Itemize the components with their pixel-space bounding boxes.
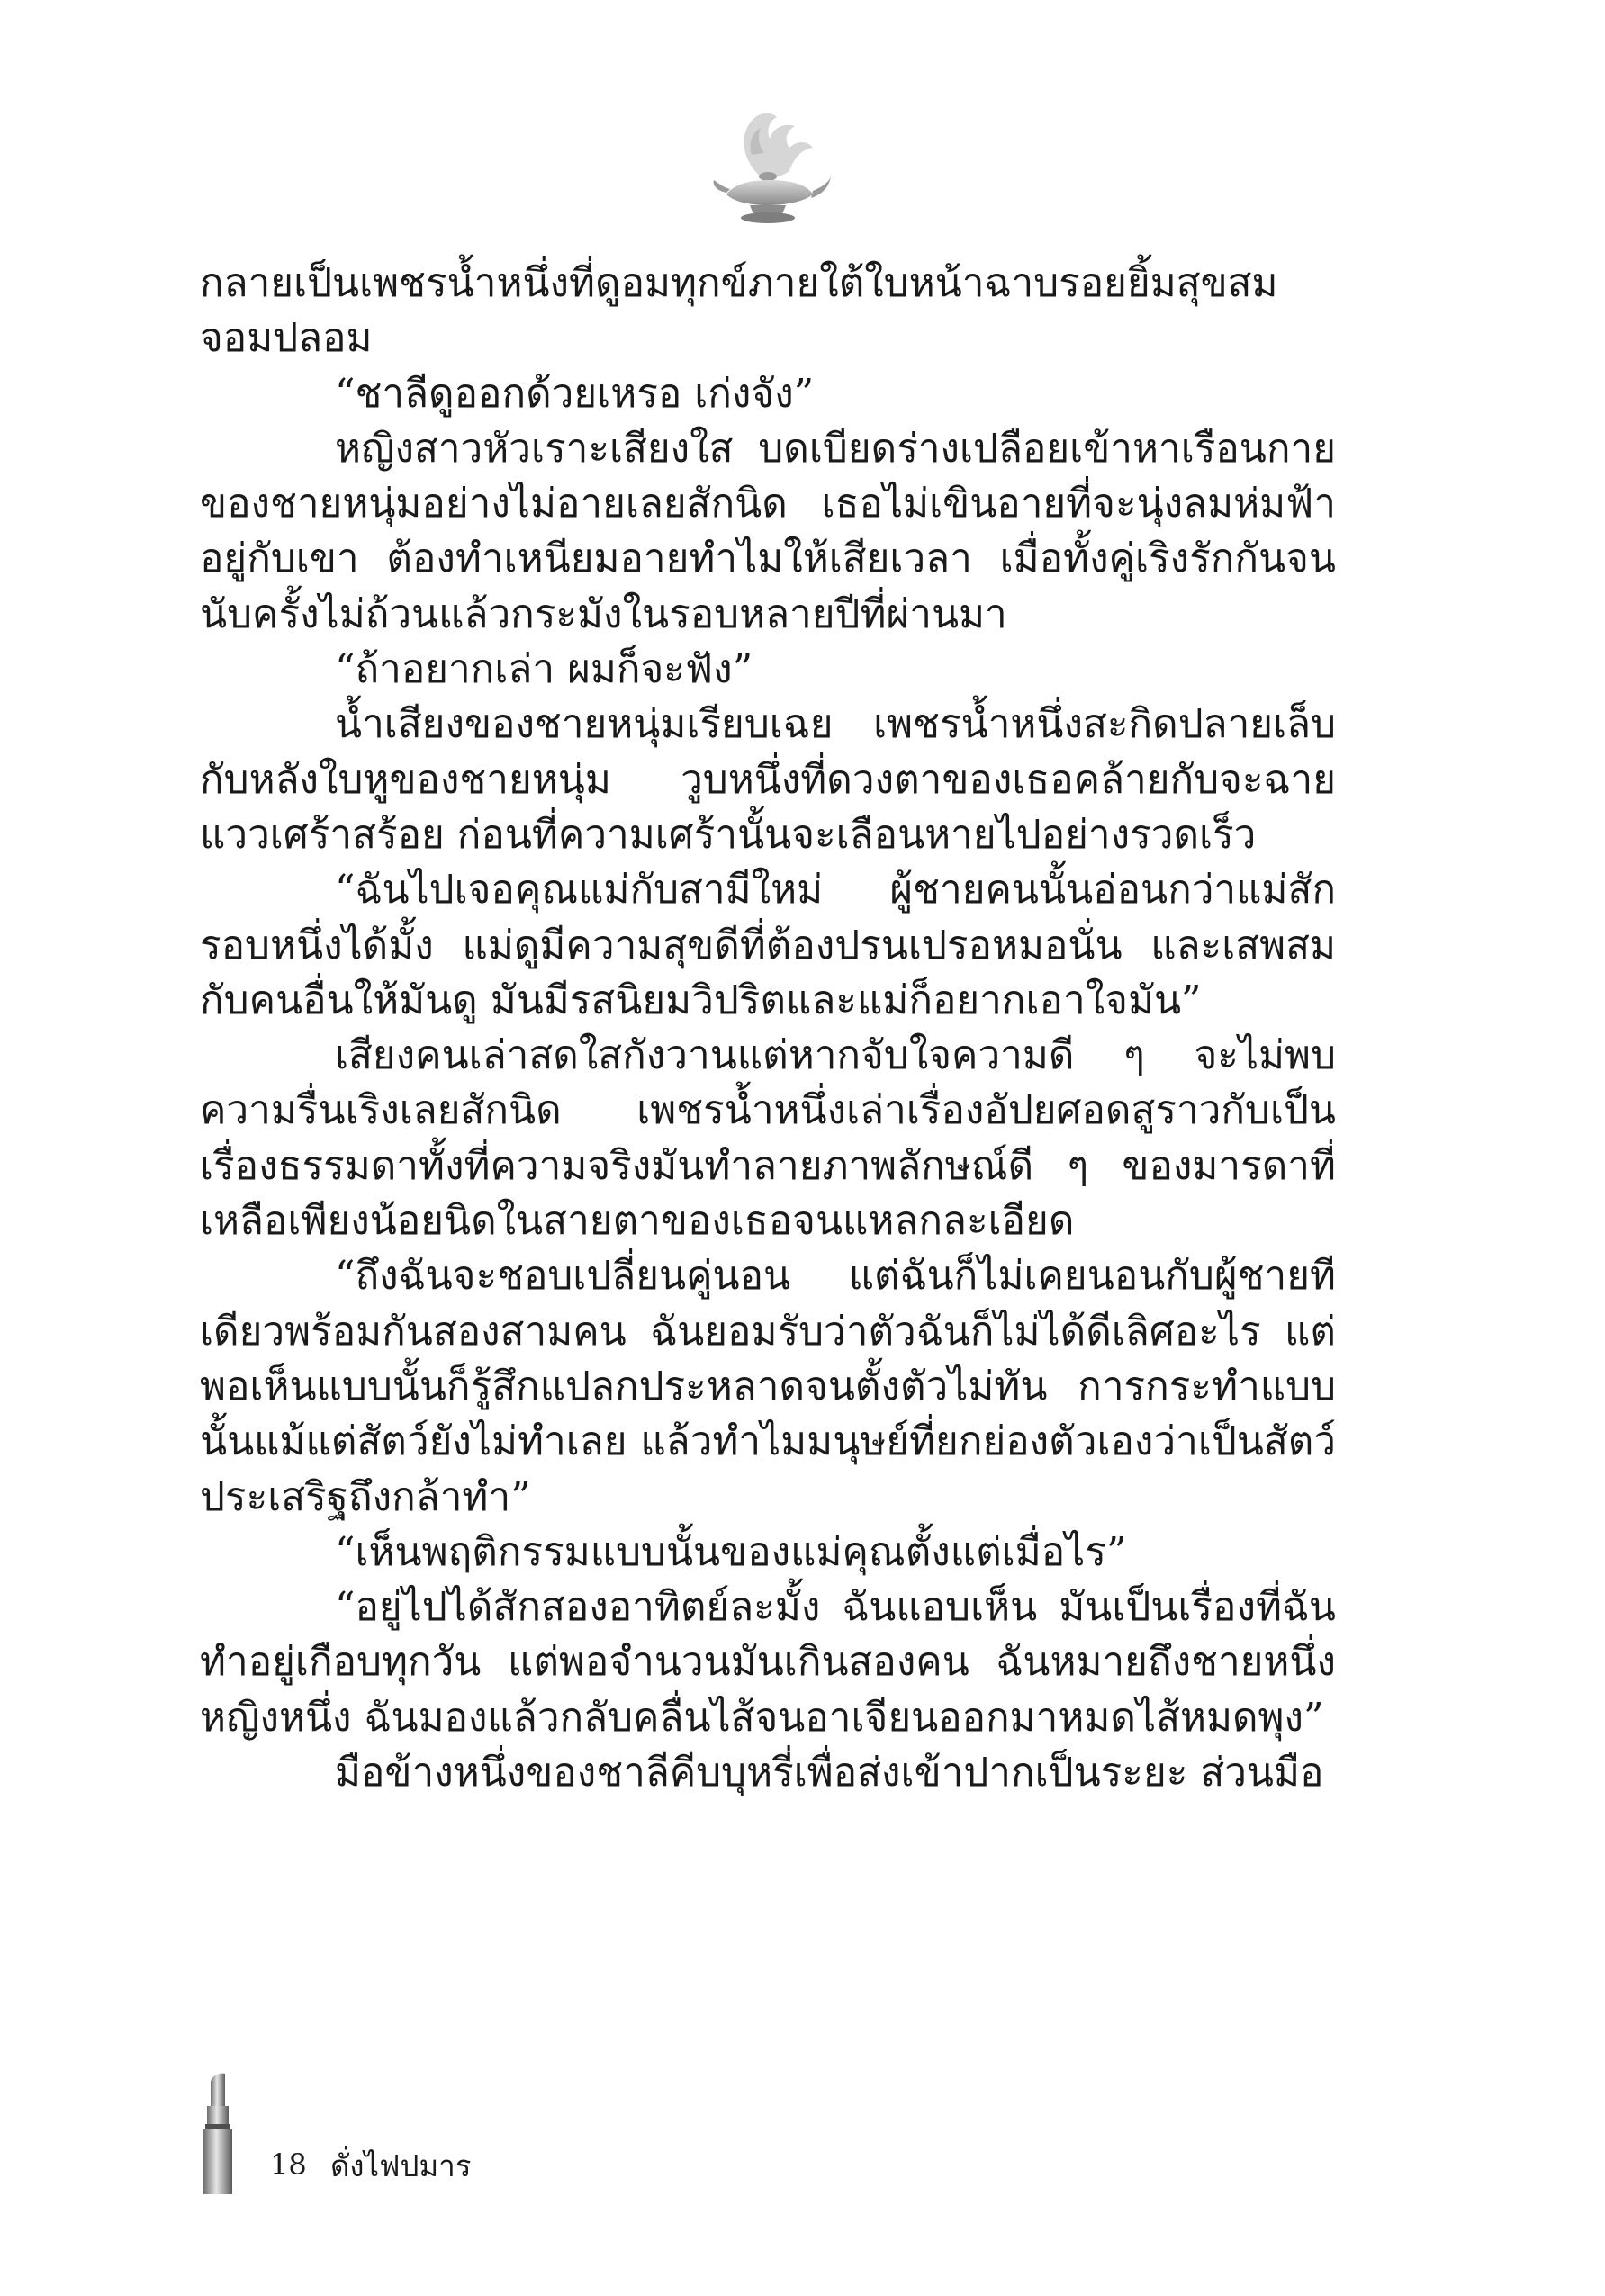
paragraph: “ฉันไปเจอคุณแม่กับสามีใหม่ ผู้ชายคนนั้นอ่อนกว่าแม่สักรอบหนึ่งได้มั้ง แม่ดูมีความสุขดีที่ต้องปรนเปรอหมอนั่น และเสพสมกับคนอื่นให้มันดู มันมีรสนิยมวิปริตและแม่ก็อยากเอาใจมัน” bbox=[200, 867, 1336, 1023]
page-number: 18 bbox=[270, 2147, 307, 2182]
paragraph: กลายเป็นเพชรน้ำหนึ่งที่ดูอมทุกข์ภายใต้ใบหน้าฉาบรอยยิ้มสุขสม จอมปลอม bbox=[200, 260, 1278, 362]
page-footer bbox=[200, 2070, 740, 2196]
paragraph: “เห็นพฤติกรรมแบบนั้นของแม่คุณตั้งแต่เมื่อไร” bbox=[335, 1528, 1127, 1575]
paragraph: “ถ้าอยากเล่า ผมก็จะฟัง” bbox=[335, 646, 753, 693]
genie-lamp-icon bbox=[707, 108, 833, 230]
body-text bbox=[200, 256, 1336, 1800]
paragraph: “ถึงฉันจะชอบเปลี่ยนคู่นอน แต่ฉันก็ไม่เคยนอนกับผู้ชายทีเดียวพร้อมกันสองสามคน ฉันยอมรับว่าตัวฉันก็ไม่ได้ดีเลิศอะไร แต่พอเห็นแบบนั้นก็รู้สึกแปลกประหลาดจนตั้งตัวไม่ทัน การกระทำแบบนั้นแม้แต่สัตว์ยังไม่ทำเลย แล้วทำไมมนุษย์ที่ยกย่องตัวเองว่าเป็นสัตว์ประเสริฐถึงกล้าทำ” bbox=[200, 1253, 1336, 1520]
paragraph: เสียงคนเล่าสดใสกังวานแต่หากจับใจความดี ๆ จะไม่พบความรื่นเริงเลยสักนิด เพชรน้ำหนึ่งเล่าเรื่องอัปยศอดสูราวกับเป็นเรื่องธรรมดาทั้งที่ความจริงมันทำลายภาพลักษณ์ดี ๆ ของมารดาที่เหลือเพียงน้อยนิดในสายตาของเธอจนแหลกละเอียด bbox=[200, 1032, 1336, 1245]
paragraph: มือข้างหนึ่งของชาลีคีบบุหรี่เพื่อส่งเข้าปากเป็นระยะ ส่วนมือ bbox=[335, 1750, 1324, 1796]
book-title: ดั่งไฟปมาร bbox=[330, 2148, 472, 2183]
paragraph: “อยู่ไปได้สักสองอาทิตย์ละมั้ง ฉันแอบเห็น มันเป็นเรื่องที่ฉันทำอยู่เกือบทุกวัน แต่พอจำนวนมันเกินสองคน ฉันหมายถึงชายหนึ่งหญิงหนึ่ง ฉันมองแล้วกลับคลื่นไส้จนอาเจียนออกมาหมดไส้หมดพุง” bbox=[200, 1584, 1336, 1741]
paragraph: น้ำเสียงของชายหนุ่มเรียบเฉย เพชรน้ำหนึ่งสะกิดปลายเล็บกับหลังใบหูของชายหนุ่ม วูบหนึ่งที่ดวงตาของเธอคล้ายกับจะฉายแววเศร้าสร้อย ก่อนที่ความเศร้านั้นจะเลือนหายไปอย่างรวดเร็ว bbox=[200, 701, 1336, 858]
paragraph: หญิงสาวหัวเราะเสียงใส บดเบียดร่างเปลือยเข้าหาเรือนกายของชายหนุ่มอย่างไม่อายเลยสักนิด เธอไม่เขินอายที่จะนุ่งลมห่มฟ้าอยู่กับเขา ต้องทำเหนียมอายทำไมให้เสียเวลา เมื่อทั้งคู่เริงรักกันจนนับครั้งไม่ถ้วนแล้วกระมังในรอบหลายปีที่ผ่านมา bbox=[200, 425, 1336, 637]
lipstick-icon bbox=[200, 2070, 236, 2196]
paragraph: “ชาลีดูออกด้วยเหรอ เก่งจัง” bbox=[335, 370, 815, 417]
